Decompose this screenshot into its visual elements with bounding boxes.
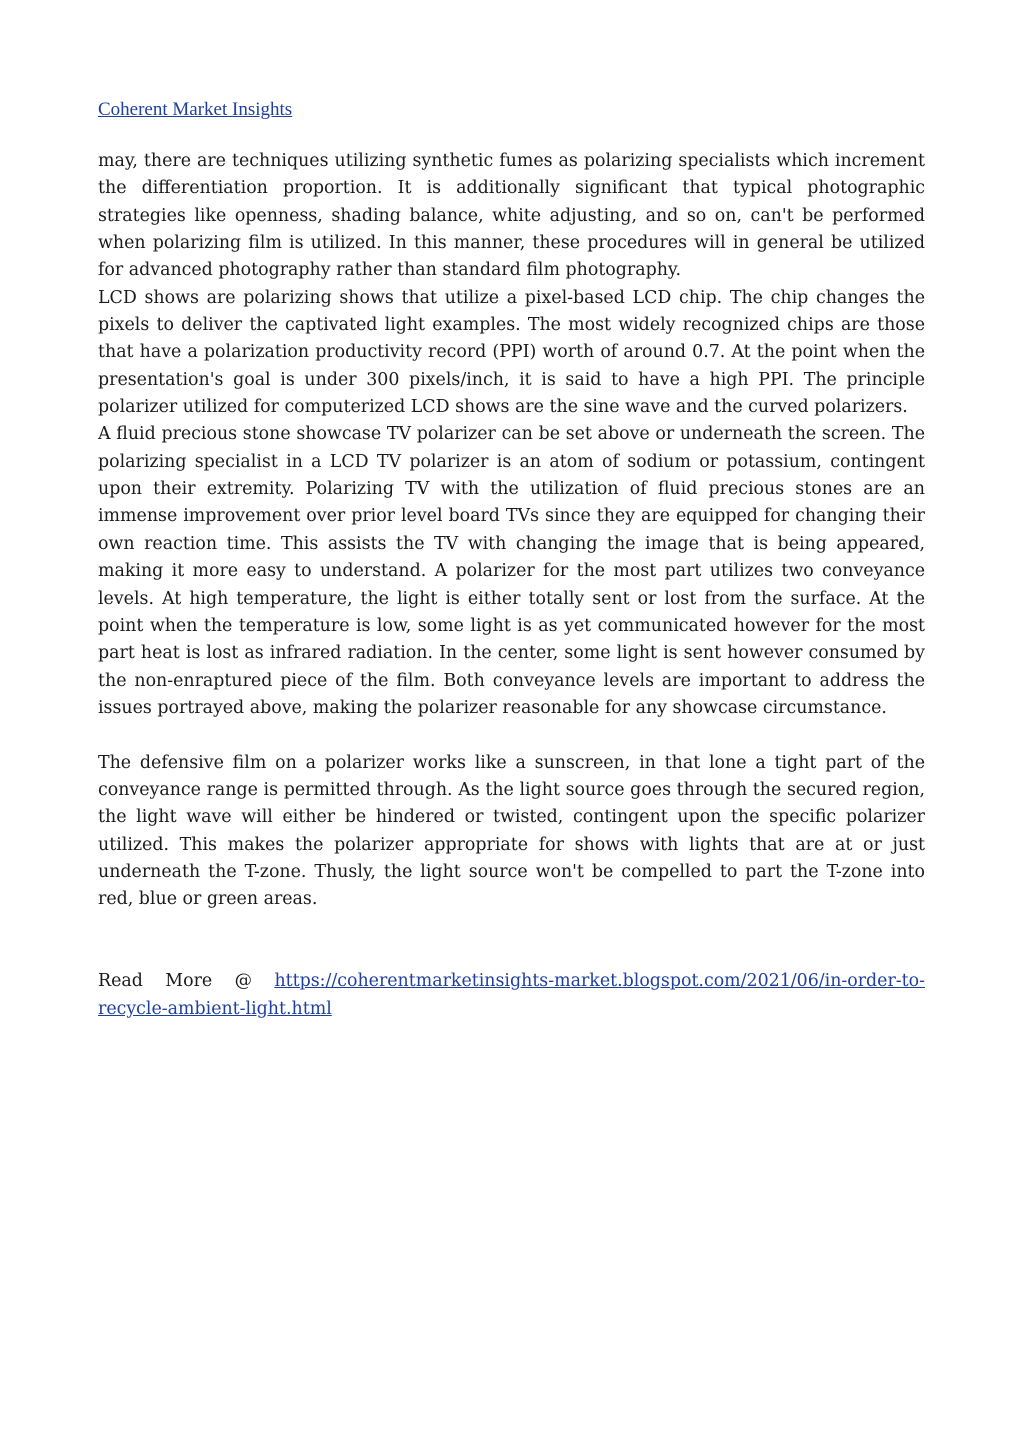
- header-link[interactable]: Coherent Market Insights: [98, 99, 293, 120]
- read-more-link[interactable]: https://coherentmarketinsights-market.blogspot.com/2021/06/in-order-to-recycle-ambient-light.html: [98, 971, 925, 1019]
- read-more-label: Read More @: [98, 971, 275, 992]
- paragraph-2: LCD shows are polarizing shows that utilize a pixel-based LCD chip. The chip changes the pixels to deliver the captivated light examples. The most widely recognized chips are those that have a polarization productivity record (PPI) worth of around 0.7. At the point when the presentation's goal is under 300 pixels/inch, it is said to have a high PPI. The principle polarizer utilized for computerized LCD shows are the sine wave and the curved polarizers.: [98, 287, 925, 418]
- document-page: [98, 96, 925, 1023]
- paragraph-spacer: [98, 722, 925, 749]
- paragraph-3: A fluid precious stone showcase TV polarizer can be set above or underneath the screen. The polarizing specialist in a LCD TV polarizer is an atom of sodium or potassium, contingent upon their extremity. Polarizing TV with the utilization of fluid precious stones are an immense improvement over prior level board TVs since they are equipped for changing their own reaction time. This assists the TV with changing the image that is being appeared, making it more easy to understand. A polarizer for the most part utilizes two conveyance levels. At high temperature, the light is either totally sent or lost from the surface. At the point when the temperature is low, some light is as yet communicated however for the most part heat is lost as infrared radiation. In the center, some light is sent however consumed by the non-enraptured piece of the film. Both conveyance levels are important to address the issues portrayed above, making the polarizer reasonable for any showcase circumstance.: [98, 424, 925, 718]
- paragraph-4: The defensive film on a polarizer works like a sunscreen, in that lone a tight part of the conveyance range is permitted through. As the light source goes through the secured region, the light wave will either be hindered or twisted, contingent upon the specific polarizer utilized. This makes the polarizer appropriate for shows with lights that are at or just underneath the T-zone. Thusly, the light source won't be compelled to part the T-zone into red, blue or green areas.: [98, 752, 925, 910]
- section-spacer: [98, 914, 925, 969]
- paragraph-1: may, there are techniques utilizing synthetic fumes as polarizing specialists which increment the differentiation proportion. It is additionally significant that typical photographic strategies like openness, shading balance, white adjusting, and so on, can't be performed when polarizing film is utilized. In this manner, these procedures will in general be utilized for advanced photography rather than standard film photography.: [98, 151, 925, 281]
- read-more: [98, 968, 925, 1023]
